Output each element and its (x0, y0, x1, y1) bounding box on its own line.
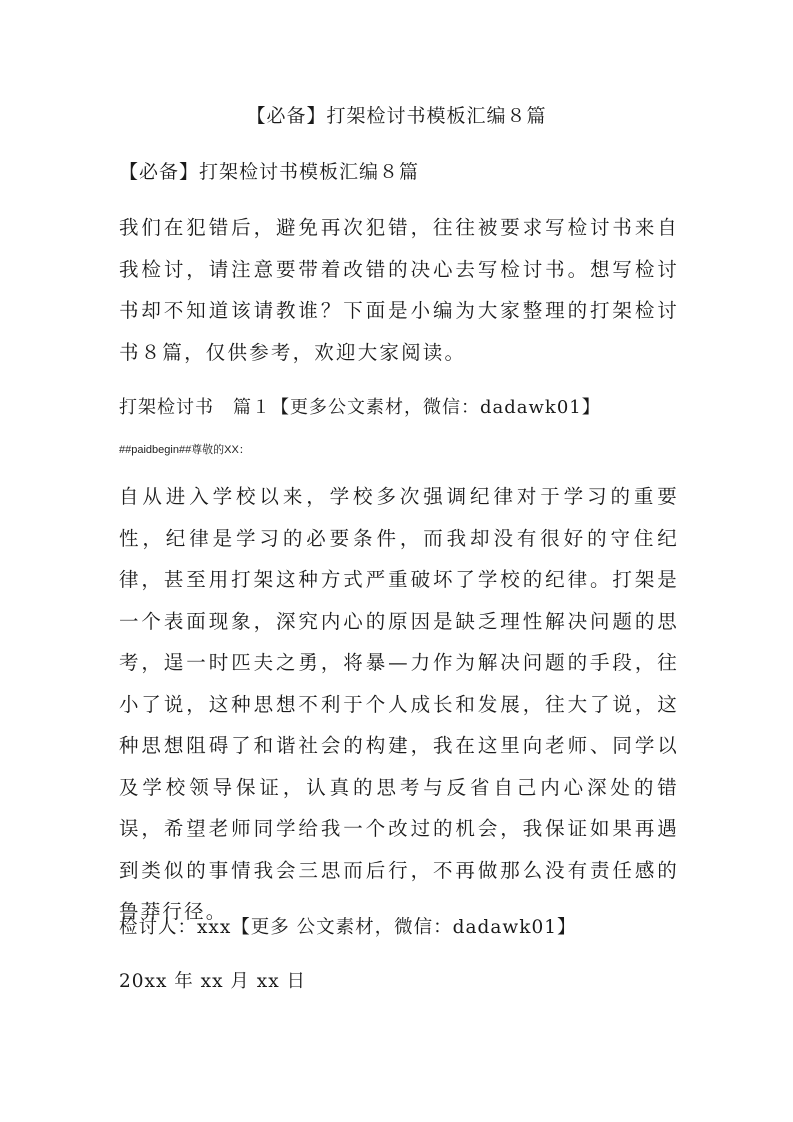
document-subtitle: 【必备】打架检讨书模板汇编８篇 (119, 161, 420, 183)
body-paragraph: 自从进入学校以来，学校多次强调纪律对于学习的重要性，纪律是学习的必要条件，而我却没有很好的守住纪律，甚至用打架这种方式严重破坏了学校的纪律。打架是一个表面现象，深究内心的原因是缺乏理性解决问题的思考，逞一时匹夫之勇，将暴—力作为解决问题的手段，往小了说，这种思想不利于个人成长和发展，往大了说，这种思想阻碍了和谐社会的构建，我在这里向老师、同学以及学校领导保证，认真的思考与反省自己内心深处的错误，希望老师同学给我一个改过的机会，我保证如果再遇到类似的事情我会三思而后行，不再做那么没有责任感的鲁莽行径。 (119, 485, 679, 923)
signer-line: 检讨人：xxx【更多 公文素材，微信：dadawk01】 (119, 917, 577, 938)
document-title: 【必备】打架检讨书模板汇编８篇 (246, 105, 547, 127)
date-line: 20xx 年 xx 月 xx 日 (119, 971, 307, 992)
intro-paragraph: 我们在犯错后，避免再次犯错，往往被要求写检讨书来自我检讨，请注意要带着改错的决心去写检讨书。想写检讨书却不知道该请教谁？下面是小编为大家整理的打架检讨书８篇，仅供参考，欢迎大家阅读。 (119, 216, 679, 364)
section-heading: 打架检讨书 篇１【更多公文素材，微信：dadawk01】 (119, 397, 601, 418)
salutation-line: ##paidbegin##尊敬的XX： (119, 444, 250, 456)
